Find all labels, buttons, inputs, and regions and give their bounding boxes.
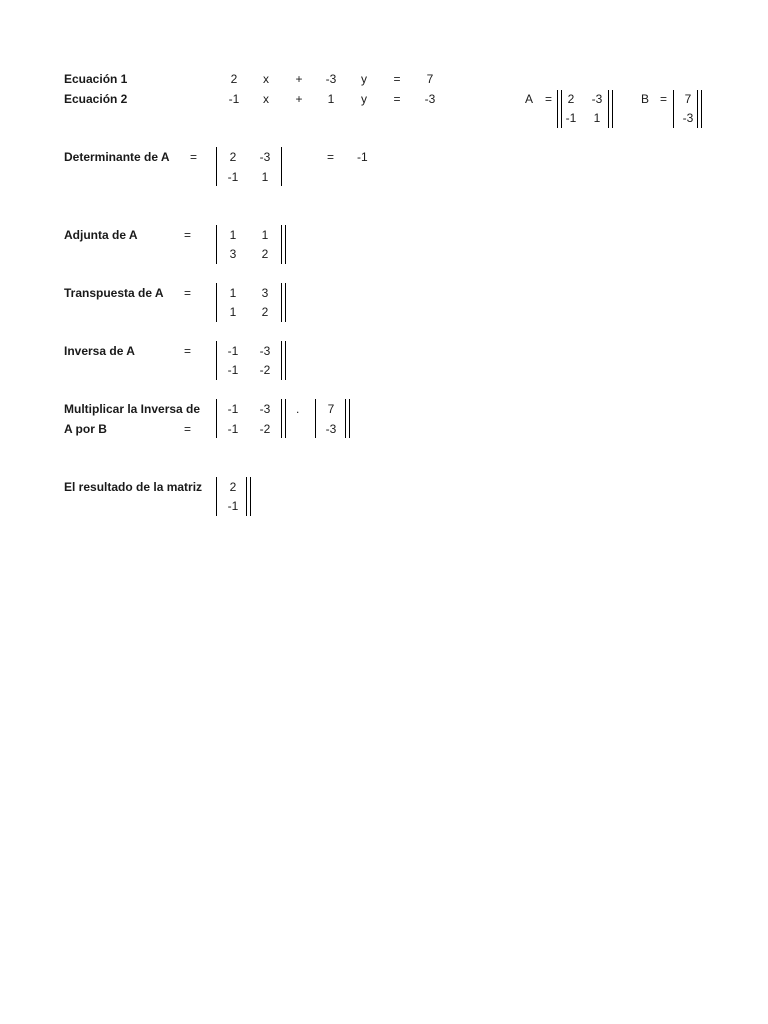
inversa-cell: -3 <box>259 344 271 358</box>
adjunta-cell: 1 <box>261 228 269 242</box>
determinant-cell: 1 <box>261 170 269 184</box>
inversa-equals: = <box>184 344 192 358</box>
multiplicar-b-right-bar <box>345 399 350 438</box>
multiplicar-b-left-bar <box>315 399 316 438</box>
determinant-cell: 2 <box>229 150 237 164</box>
multiplicar-label-line2: A por B <box>64 422 107 436</box>
equation-2-var-y: y <box>361 92 367 106</box>
equation-1-coef-x: 2 <box>230 72 238 86</box>
matrix-a-right-bar <box>608 90 613 128</box>
adjunta-equals: = <box>184 228 192 242</box>
multiplicar-inverse-cell: -3 <box>259 402 271 416</box>
transpuesta-label: Transpuesta de A <box>64 286 164 300</box>
equation-2-plus: + <box>295 92 303 106</box>
multiplicar-inverse-left-bar <box>216 399 217 438</box>
multiplicar-equals: = <box>184 422 192 436</box>
determinant-cell: -1 <box>227 170 239 184</box>
equation-2-coef-y: 1 <box>327 92 335 106</box>
equation-2-equals: = <box>393 92 401 106</box>
adjunta-left-bar <box>216 225 217 264</box>
adjunta-cell: 1 <box>229 228 237 242</box>
matrix-b-left-bar <box>673 90 674 128</box>
equation-1-var-x: x <box>263 72 269 86</box>
transpuesta-equals: = <box>184 286 192 300</box>
inversa-left-bar <box>216 341 217 380</box>
resultado-left-bar <box>216 477 217 516</box>
transpuesta-cell: 1 <box>229 305 237 319</box>
matrix-a-name: A <box>525 92 534 106</box>
resultado-right-bar <box>246 477 251 516</box>
inversa-cell: -2 <box>259 363 271 377</box>
multiplicar-b-cell: -3 <box>325 422 337 436</box>
determinant-cell: -3 <box>259 150 271 164</box>
equation-2-var-x: x <box>263 92 269 106</box>
matrix-a-cell: -1 <box>565 111 577 125</box>
matrix-a-cell: 1 <box>593 111 601 125</box>
multiplicar-inverse-cell: -1 <box>227 422 239 436</box>
determinant-result-equals: = <box>327 150 335 164</box>
resultado-label: El resultado de la matriz <box>64 480 203 494</box>
transpuesta-cell: 2 <box>261 305 269 319</box>
multiplicar-dot: . <box>296 402 300 416</box>
determinant-label: Determinante de A <box>64 150 170 164</box>
equation-2-label: Ecuación 2 <box>64 92 128 106</box>
inversa-right-bar <box>281 341 286 380</box>
multiplicar-label-line1: Multiplicar la Inversa de <box>64 402 201 416</box>
determinant-right-bar <box>281 147 282 186</box>
resultado-cell: -1 <box>227 499 239 513</box>
determinant-left-bar <box>216 147 217 186</box>
adjunta-cell: 2 <box>261 247 269 261</box>
multiplicar-inverse-cell: -2 <box>259 422 271 436</box>
matrix-b-cell: -3 <box>682 111 694 125</box>
adjunta-label: Adjunta de A <box>64 228 138 242</box>
transpuesta-cell: 1 <box>229 286 237 300</box>
matrix-b-right-bar <box>697 90 702 128</box>
equation-1-rhs: 7 <box>426 72 434 86</box>
determinant-equals: = <box>190 150 198 164</box>
matrix-a-equals: = <box>545 92 553 106</box>
resultado-cell: 2 <box>229 480 237 494</box>
transpuesta-right-bar <box>281 283 286 322</box>
adjunta-right-bar <box>281 225 286 264</box>
inversa-cell: -1 <box>227 363 239 377</box>
transpuesta-cell: 3 <box>261 286 269 300</box>
equation-1-equals: = <box>393 72 401 86</box>
multiplicar-inverse-cell: -1 <box>227 402 239 416</box>
equation-1-var-y: y <box>361 72 367 86</box>
matrix-b-cell: 7 <box>684 92 692 106</box>
matrix-a-cell: 2 <box>567 92 575 106</box>
multiplicar-inverse-right-bar <box>281 399 286 438</box>
equation-2-coef-x: -1 <box>228 92 240 106</box>
equation-1-label: Ecuación 1 <box>64 72 128 86</box>
determinant-result: -1 <box>357 150 368 164</box>
equation-1-plus: + <box>295 72 303 86</box>
matrix-a-cell: -3 <box>591 92 603 106</box>
inversa-label: Inversa de A <box>64 344 135 358</box>
multiplicar-b-cell: 7 <box>327 402 335 416</box>
inversa-cell: -1 <box>227 344 239 358</box>
transpuesta-left-bar <box>216 283 217 322</box>
equation-2-rhs: -3 <box>424 92 436 106</box>
equation-1-coef-y: -3 <box>325 72 337 86</box>
adjunta-cell: 3 <box>229 247 237 261</box>
matrix-b-equals: = <box>660 92 668 106</box>
matrix-b-name: B <box>641 92 650 106</box>
